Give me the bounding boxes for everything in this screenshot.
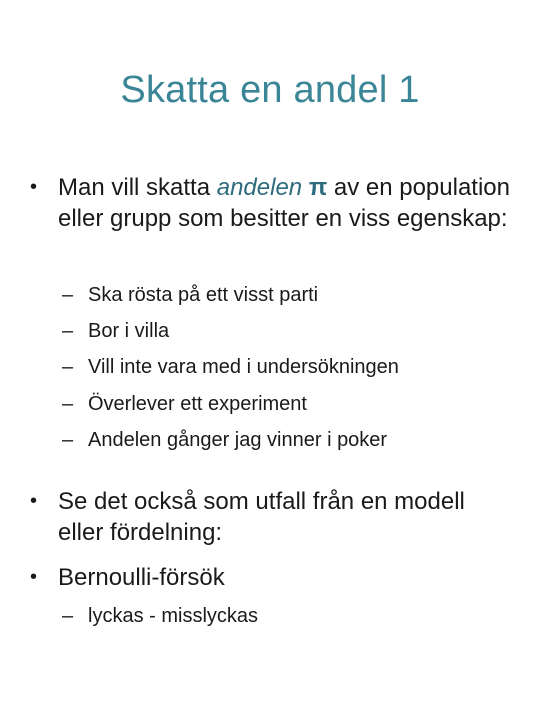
dash-marker: – bbox=[62, 320, 74, 342]
bullet-3 bbox=[30, 562, 510, 593]
sub-item-5 bbox=[62, 427, 502, 453]
dash-marker: – bbox=[62, 284, 74, 306]
dash-marker: – bbox=[62, 393, 74, 415]
sub-item-text: Bor i villa bbox=[88, 320, 170, 342]
bullet-1-before: Man vill skatta bbox=[58, 174, 217, 201]
bullet-marker: • bbox=[30, 176, 38, 198]
bullet-marker: • bbox=[30, 490, 38, 512]
dash-marker: – bbox=[62, 429, 74, 451]
sub-item-2 bbox=[62, 318, 502, 344]
sub-item-text: Överlever ett experiment bbox=[88, 393, 307, 415]
sub-item-text: Ska rösta på ett visst parti bbox=[88, 284, 319, 306]
bullet-1-text bbox=[58, 172, 510, 234]
bullet-2 bbox=[30, 486, 510, 548]
dash-marker: – bbox=[62, 605, 74, 627]
bullet-2-text: Se det också som utfall från en modell eller fördelning: bbox=[58, 488, 465, 546]
sub-item-text: Vill inte vara med i undersökningen bbox=[88, 356, 399, 378]
sub-item-text: Andelen gånger jag vinner i poker bbox=[88, 429, 388, 451]
sub-item-6 bbox=[62, 603, 502, 629]
sub-item-1 bbox=[62, 282, 502, 308]
bullet-1-term: andelen bbox=[216, 174, 303, 201]
sub-item-text: lyckas - misslyckas bbox=[88, 605, 259, 627]
bullet-3-text: Bernoulli-försök bbox=[58, 564, 225, 591]
sub-item-4 bbox=[62, 391, 502, 417]
pi-symbol: π bbox=[308, 174, 328, 201]
bullet-marker: • bbox=[30, 566, 38, 588]
sub-item-3 bbox=[62, 354, 502, 380]
bullet-1 bbox=[30, 172, 510, 234]
dash-marker: – bbox=[62, 356, 74, 378]
bullet-1-after: av en population eller grupp som besitter en viss egenskap: bbox=[58, 174, 510, 232]
slide-title: Skatta en andel 1 bbox=[120, 69, 420, 111]
